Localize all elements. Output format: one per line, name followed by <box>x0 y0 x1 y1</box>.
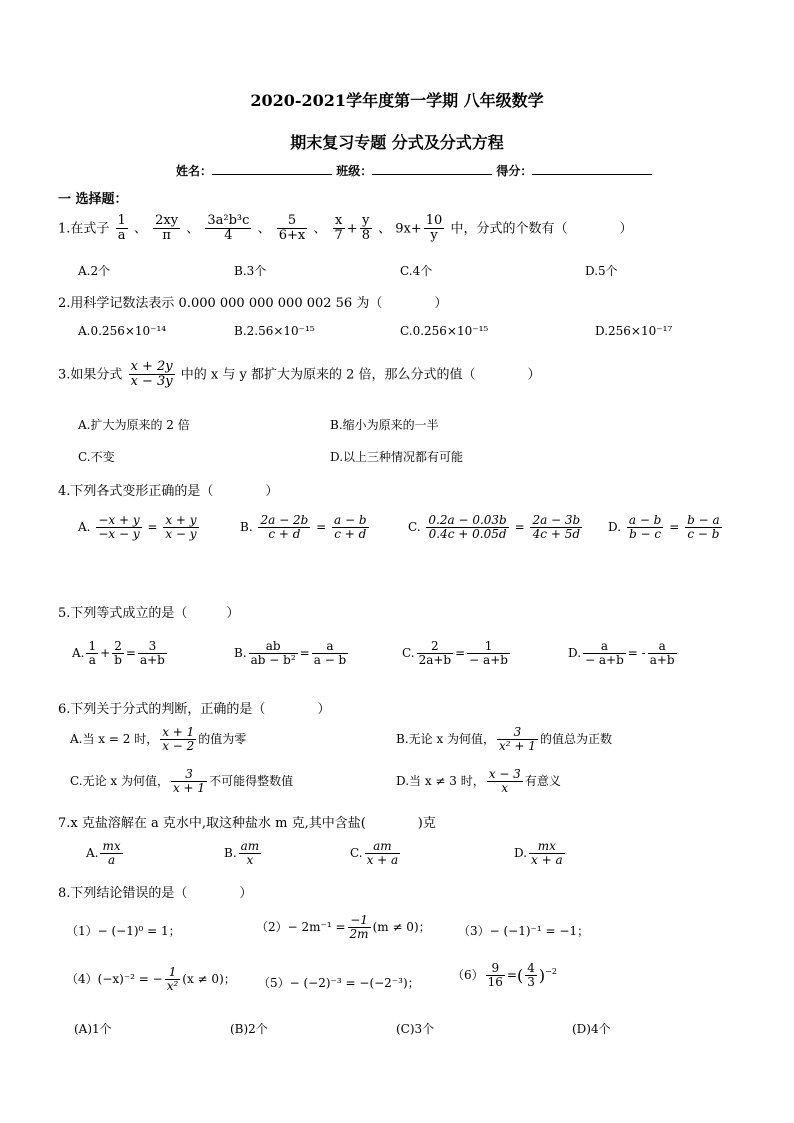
q2-option-c[interactable]: C.0.256×10⁻¹⁵ <box>400 324 489 338</box>
q1-option-a[interactable]: A.2个 <box>78 264 111 278</box>
q1-option-b[interactable]: B.3个 <box>234 264 267 278</box>
q2-option-b[interactable]: B.2.56×10⁻¹⁵ <box>234 324 315 338</box>
q1-frac-2: $\frac{2xy}{\pi}$ <box>155 213 179 244</box>
section-heading: 一 选择题： <box>58 192 128 207</box>
q1-sep: 、 <box>313 221 327 237</box>
q6-option-c[interactable]: C.无论 x 为何值， $\frac{3}{x + 1}$ 不可能得整数值 <box>70 767 294 796</box>
q8-item-2: （2）− 2m⁻¹ = $\frac{-1}{2m}$ (m ≠ 0)； <box>256 913 431 942</box>
q1-option-c[interactable]: C.4个 <box>400 264 433 278</box>
q8-option-d[interactable]: (D)4个 <box>572 1022 611 1036</box>
q3-tail: 中的 x 与 y 都扩大为原来的 2 倍，那么分式的值（ ） <box>180 367 541 383</box>
q6-option-d[interactable]: D.当 x ≠ 3 时， $\frac{x - 3}{x}$ 有意义 <box>396 767 561 796</box>
q2-option-a[interactable]: A.0.256×10⁻¹⁴ <box>78 324 167 338</box>
q8-item-1: （1）− (−1)⁰ = 1； <box>66 924 181 938</box>
q8-item-6: （6） $\frac{9}{16}$ =( $\frac{4}{3}$ )$^{-2}$ <box>452 961 557 990</box>
question-2: 2.用科学记数法表示 0.000 000 000 000 002 56 为（ ） <box>58 296 448 311</box>
q5-option-c[interactable]: C. $\frac{2}{2a+b}$ = $\frac{1}{- a+b}$ <box>402 639 508 668</box>
score-label: 得分： <box>496 164 533 178</box>
question-7: 7.x 克盐溶解在 a 克水中,取这种盐水 m 克,其中含盐( )克 <box>58 816 436 831</box>
q1-frac-5b: $\frac{y}{8}$ <box>361 213 370 244</box>
q4-option-b[interactable]: B. $\frac{2a - 2b}{c + d}$ = $\frac{a - b}{c + d}$ <box>240 513 367 542</box>
class-label: 班级： <box>336 164 373 178</box>
class-blank[interactable] <box>372 164 492 175</box>
q1-frac-4: $\frac{5}{6+x}$ <box>278 213 306 244</box>
q1-frac-3: $\frac{\text{3a²b³c}}{4}$ <box>207 213 250 244</box>
question-4: 4.下列各式变形正确的是（ ） <box>58 484 279 499</box>
q3-option-d[interactable]: D.以上三种情况都有可能 <box>330 450 464 464</box>
q8-option-a[interactable]: (A)1个 <box>74 1022 112 1036</box>
q2-option-d[interactable]: D.256×10⁻¹⁷ <box>595 324 673 338</box>
q1-f6-prefix: 9x+ <box>395 221 422 237</box>
q1-sep: 、 <box>257 221 271 237</box>
q8-option-b[interactable]: (B)2个 <box>230 1022 268 1036</box>
question-6: 6.下列关于分式的判断，正确的是（ ） <box>58 702 331 717</box>
q3-option-a[interactable]: A.扩大为原来的 2 倍 <box>78 418 190 432</box>
q8-item-5: （5）− (−2)⁻³ = −(−2⁻³)； <box>258 976 420 990</box>
q7-option-d[interactable]: D. $\frac{mx}{x + a}$ <box>514 839 563 868</box>
q6-option-a[interactable]: A.当 x = 2 时， $\frac{x + 1}{x - 2}$ 的值为零 <box>70 725 247 754</box>
q6-option-b[interactable]: B.无论 x 为何值， $\frac{3}{\text{x² + 1}}$ 的值总为正数 <box>396 725 612 754</box>
q3-frac: $\frac{x + 2y}{x - 3y}$ <box>130 359 173 390</box>
student-info-row <box>176 162 652 179</box>
name-blank[interactable] <box>212 164 332 175</box>
q4-option-c[interactable]: C. $\frac{0.2a - 0.03b}{0.4c + 0.05d}$ = $\frac{2a - 3b}{4c + 5d}$ <box>408 513 581 542</box>
question-1 <box>58 214 632 244</box>
q8-item-4: （4）(−x)⁻² = − $\frac{1}{\text{x²}}$ (x ≠ 0)； <box>66 965 236 994</box>
score-blank[interactable] <box>532 164 652 175</box>
q7-option-c[interactable]: C. $\frac{am}{x + a}$ <box>350 839 399 868</box>
q8-item-3: （3）− (−1)⁻¹ = −1； <box>458 924 590 938</box>
question-8: 8.下列结论错误的是（ ） <box>58 886 253 901</box>
page-subtitle: 期末复习专题 分式及分式方程 <box>290 133 504 152</box>
q5-option-d[interactable]: D. $\frac{a}{- a+b}$ = - $\frac{a}{a+b}$ <box>568 639 675 668</box>
q1-frac-5a: $\frac{x}{7}$ <box>334 213 343 244</box>
question-5: 5.下列等式成立的是（ ） <box>58 606 240 621</box>
q1-plus: + <box>346 221 358 237</box>
q5-option-b[interactable]: B. $\frac{ab}{\text{ab − b²}}$ = $\frac{a}{a - b}$ <box>234 639 347 668</box>
q4-option-d[interactable]: D. $\frac{a - b}{b - c}$ = $\frac{b - a}{c - b}$ <box>608 513 720 542</box>
q1-frac-1: $\frac{1}{a}$ <box>117 213 126 244</box>
q7-option-a[interactable]: A. $\frac{mx}{a}$ <box>86 839 121 868</box>
name-label: 姓名： <box>176 164 213 178</box>
q1-sep: 、 <box>186 221 200 237</box>
q1-lead: 1.在式子 <box>58 221 110 237</box>
q8-option-c[interactable]: (C)3个 <box>396 1022 435 1036</box>
page-title: 2020-2021学年度第一学期 八年级数学 <box>250 91 544 110</box>
q5-option-a[interactable]: A. $\frac{1}{a}$ + $\frac{2}{b}$ = $\frac{3}{a+b}$ <box>72 639 165 668</box>
q1-option-d[interactable]: D.5个 <box>585 264 618 278</box>
q3-option-c[interactable]: C.不变 <box>78 450 115 464</box>
q3-lead: 3.如果分式 <box>58 367 123 383</box>
question-3 <box>58 360 541 390</box>
q4-option-a[interactable]: A. $\frac{-x + y}{-x - y}$ = $\frac{x + y}{x - y}$ <box>78 513 197 542</box>
q3-option-b[interactable]: B.缩小为原来的一半 <box>330 418 439 432</box>
q1-frac-6: $\frac{10}{y}$ <box>425 213 443 244</box>
q1-sep: 、 <box>133 221 147 237</box>
q1-tail: 中，分式的个数有（ ） <box>450 221 633 237</box>
q1-sep: 、 <box>378 221 392 237</box>
q7-option-b[interactable]: B. $\frac{am}{x}$ <box>224 839 260 868</box>
